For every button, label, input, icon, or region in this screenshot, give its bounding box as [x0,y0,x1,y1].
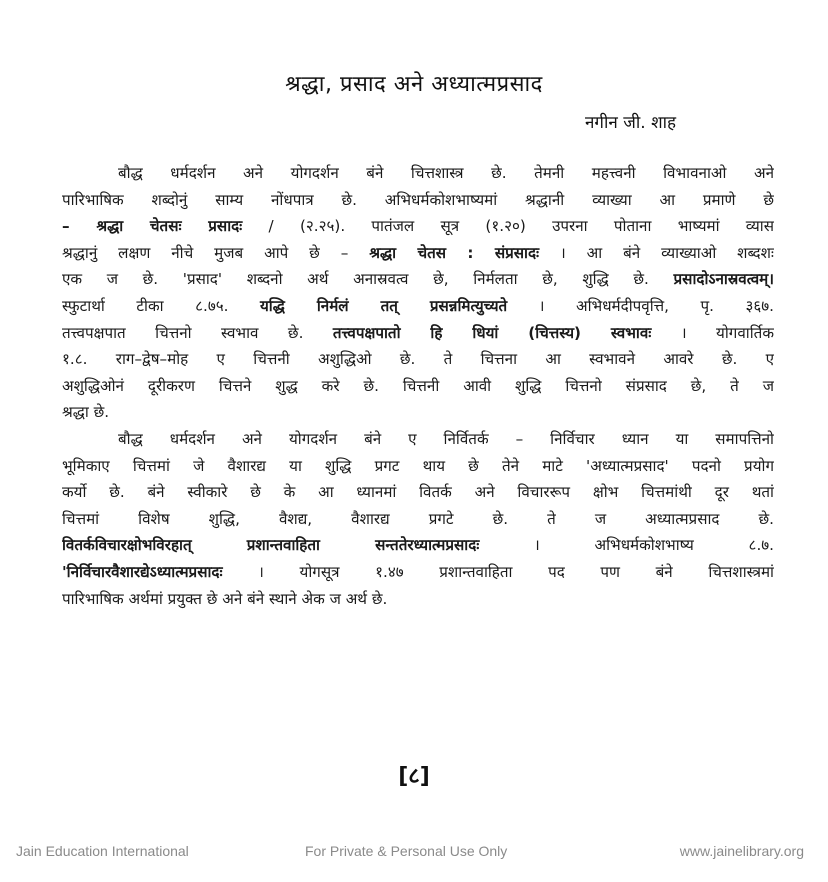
text-segment: बौद्ध धर्मदर्शन अने योगदर्शन बंने ए निर्वितर्क – निर्विचार ध्यान या समापत्तिनो [118,429,774,448]
text-line [62,532,774,559]
text-segment: । योगवार्तिक [651,323,774,342]
text-line [62,240,774,267]
text-segment: । योगसूत्र १.४७ प्रशान्तवाहिता पद पण बंने चित्तशास्त्रमां [222,562,774,581]
text-segment: भूमिकाए चित्तमां जे वैशारद्य या शुद्धि प्रगट थाय छे तेने माटे 'अध्यात्मप्रसाद' पदनो प्रयोग [62,456,774,475]
text-line [62,586,774,613]
text-segment: तत्त्वपक्षपात चित्तनो स्वभाव छे. [62,323,333,342]
footer-usage-notice: For Private & Personal Use Only [305,843,508,859]
text-segment: पारिभाषिक अर्थमां प्रयुक्त छे अने बंने स्थाने अेक ज अर्थ छे. [62,589,388,608]
text-segment: श्रद्धानुं लक्षण नीचे मुजब आपे छे – [62,243,370,262]
footer-publisher: Jain Education International [16,843,189,859]
text-segment: एक ज छे. 'प्रसाद' शब्दनो अर्थ अनास्रवत्व छे, निर्मलता छे, शुद्धि छे. [62,270,674,289]
text-line [62,187,774,214]
text-segment: चित्तमां विशेष शुद्धि, वैशद्य, वैशारद्य प्रगटे छे. ते ज अध्यात्मप्रसाद छे. [62,509,774,528]
paragraph [62,160,774,426]
text-segment: बौद्ध धर्मदर्शन अने योगदर्शन बंने चित्तशास्त्र छे. तेमनी महत्त्वनी विभावनाओ अने [118,164,774,182]
text-segment: कर्यो छे. बंने स्वीकारे छे के आ ध्यानमां वितर्क अने विचाररूप क्षोभ चित्तमांथी दूर थतां [62,483,774,502]
text-segment: पारिभाषिक शब्दोनुं साम्य नोंधपात्र छे. अभिधर्मकोशभाष्यमां श्रद्धानी व्याख्या आ प्रमाणे छे [62,190,774,209]
text-segment: । आ बंने व्याख्याओ शब्दशः [539,243,774,262]
text-segment: १.८. राग–द्वेष–मोह ए चित्तनी अशुद्धिओ छे. ते चित्तना आ स्वभावने आवरे छे. ए [62,350,774,369]
paragraph [62,426,774,612]
sanskrit-quote: प्रसादोऽनास्रवत्वम्। [673,270,774,289]
text-line [62,213,774,240]
author-name: नगीन जी. शाह [585,113,677,133]
text-line [62,559,774,586]
text-segment: / (२.२५). पातंजल सूत्र (१.२०) उपरना पोताना भाष्यमां व्यास [242,217,774,236]
sanskrit-quote: यद्धि निर्मलं तत् प्रसन्नमित्युच्यते [259,296,508,315]
text-segment: अशुद्धिओनं दूरीकरण चित्तने शुद्ध करे छे. चित्तनी आवी शुद्धि चित्तनो संप्रसाद छे, ते ज [62,376,774,395]
footer-website-link[interactable]: www.jainelibrary.org [679,843,804,859]
text-line [62,479,774,506]
text-line [62,373,774,400]
text-segment: । अभिधर्मदीपवृत्ति, पृ. ३६७. [507,296,774,315]
text-line [62,346,774,373]
text-line [62,399,774,426]
document-title: श्रद्धा, प्रसाद अने अध्यात्मप्रसाद [285,72,543,97]
sanskrit-quote: तत्त्वपक्षपातो हि धियां (चित्तस्य) स्वभावः [332,323,652,342]
text-line [62,160,774,187]
text-line [62,320,774,347]
page-number: [८] [398,764,430,789]
sanskrit-quote: 'निर्विचारवैशारद्येऽध्यात्मप्रसादः [62,562,223,581]
text-line [62,266,774,293]
text-line [62,453,774,480]
text-line [62,506,774,533]
sanskrit-quote: वितर्कविचारक्षोभविरहात् प्रशान्तवाहिता सन्ततेरध्यात्मप्रसादः [62,536,480,555]
body-text [62,160,774,612]
footer [0,843,828,863]
text-segment: । अभिधर्मकोशभाष्य ८.७. [479,536,774,555]
text-segment: श्रद्धा छे. [62,403,110,422]
text-segment: स्फुटार्था टीका ८.७५. [62,296,260,315]
text-line [62,426,774,453]
sanskrit-quote: – श्रद्धा चेतसः प्रसादः [62,217,243,236]
text-line [62,293,774,320]
sanskrit-quote: श्रद्धा चेतस : संप्रसादः [369,243,540,262]
